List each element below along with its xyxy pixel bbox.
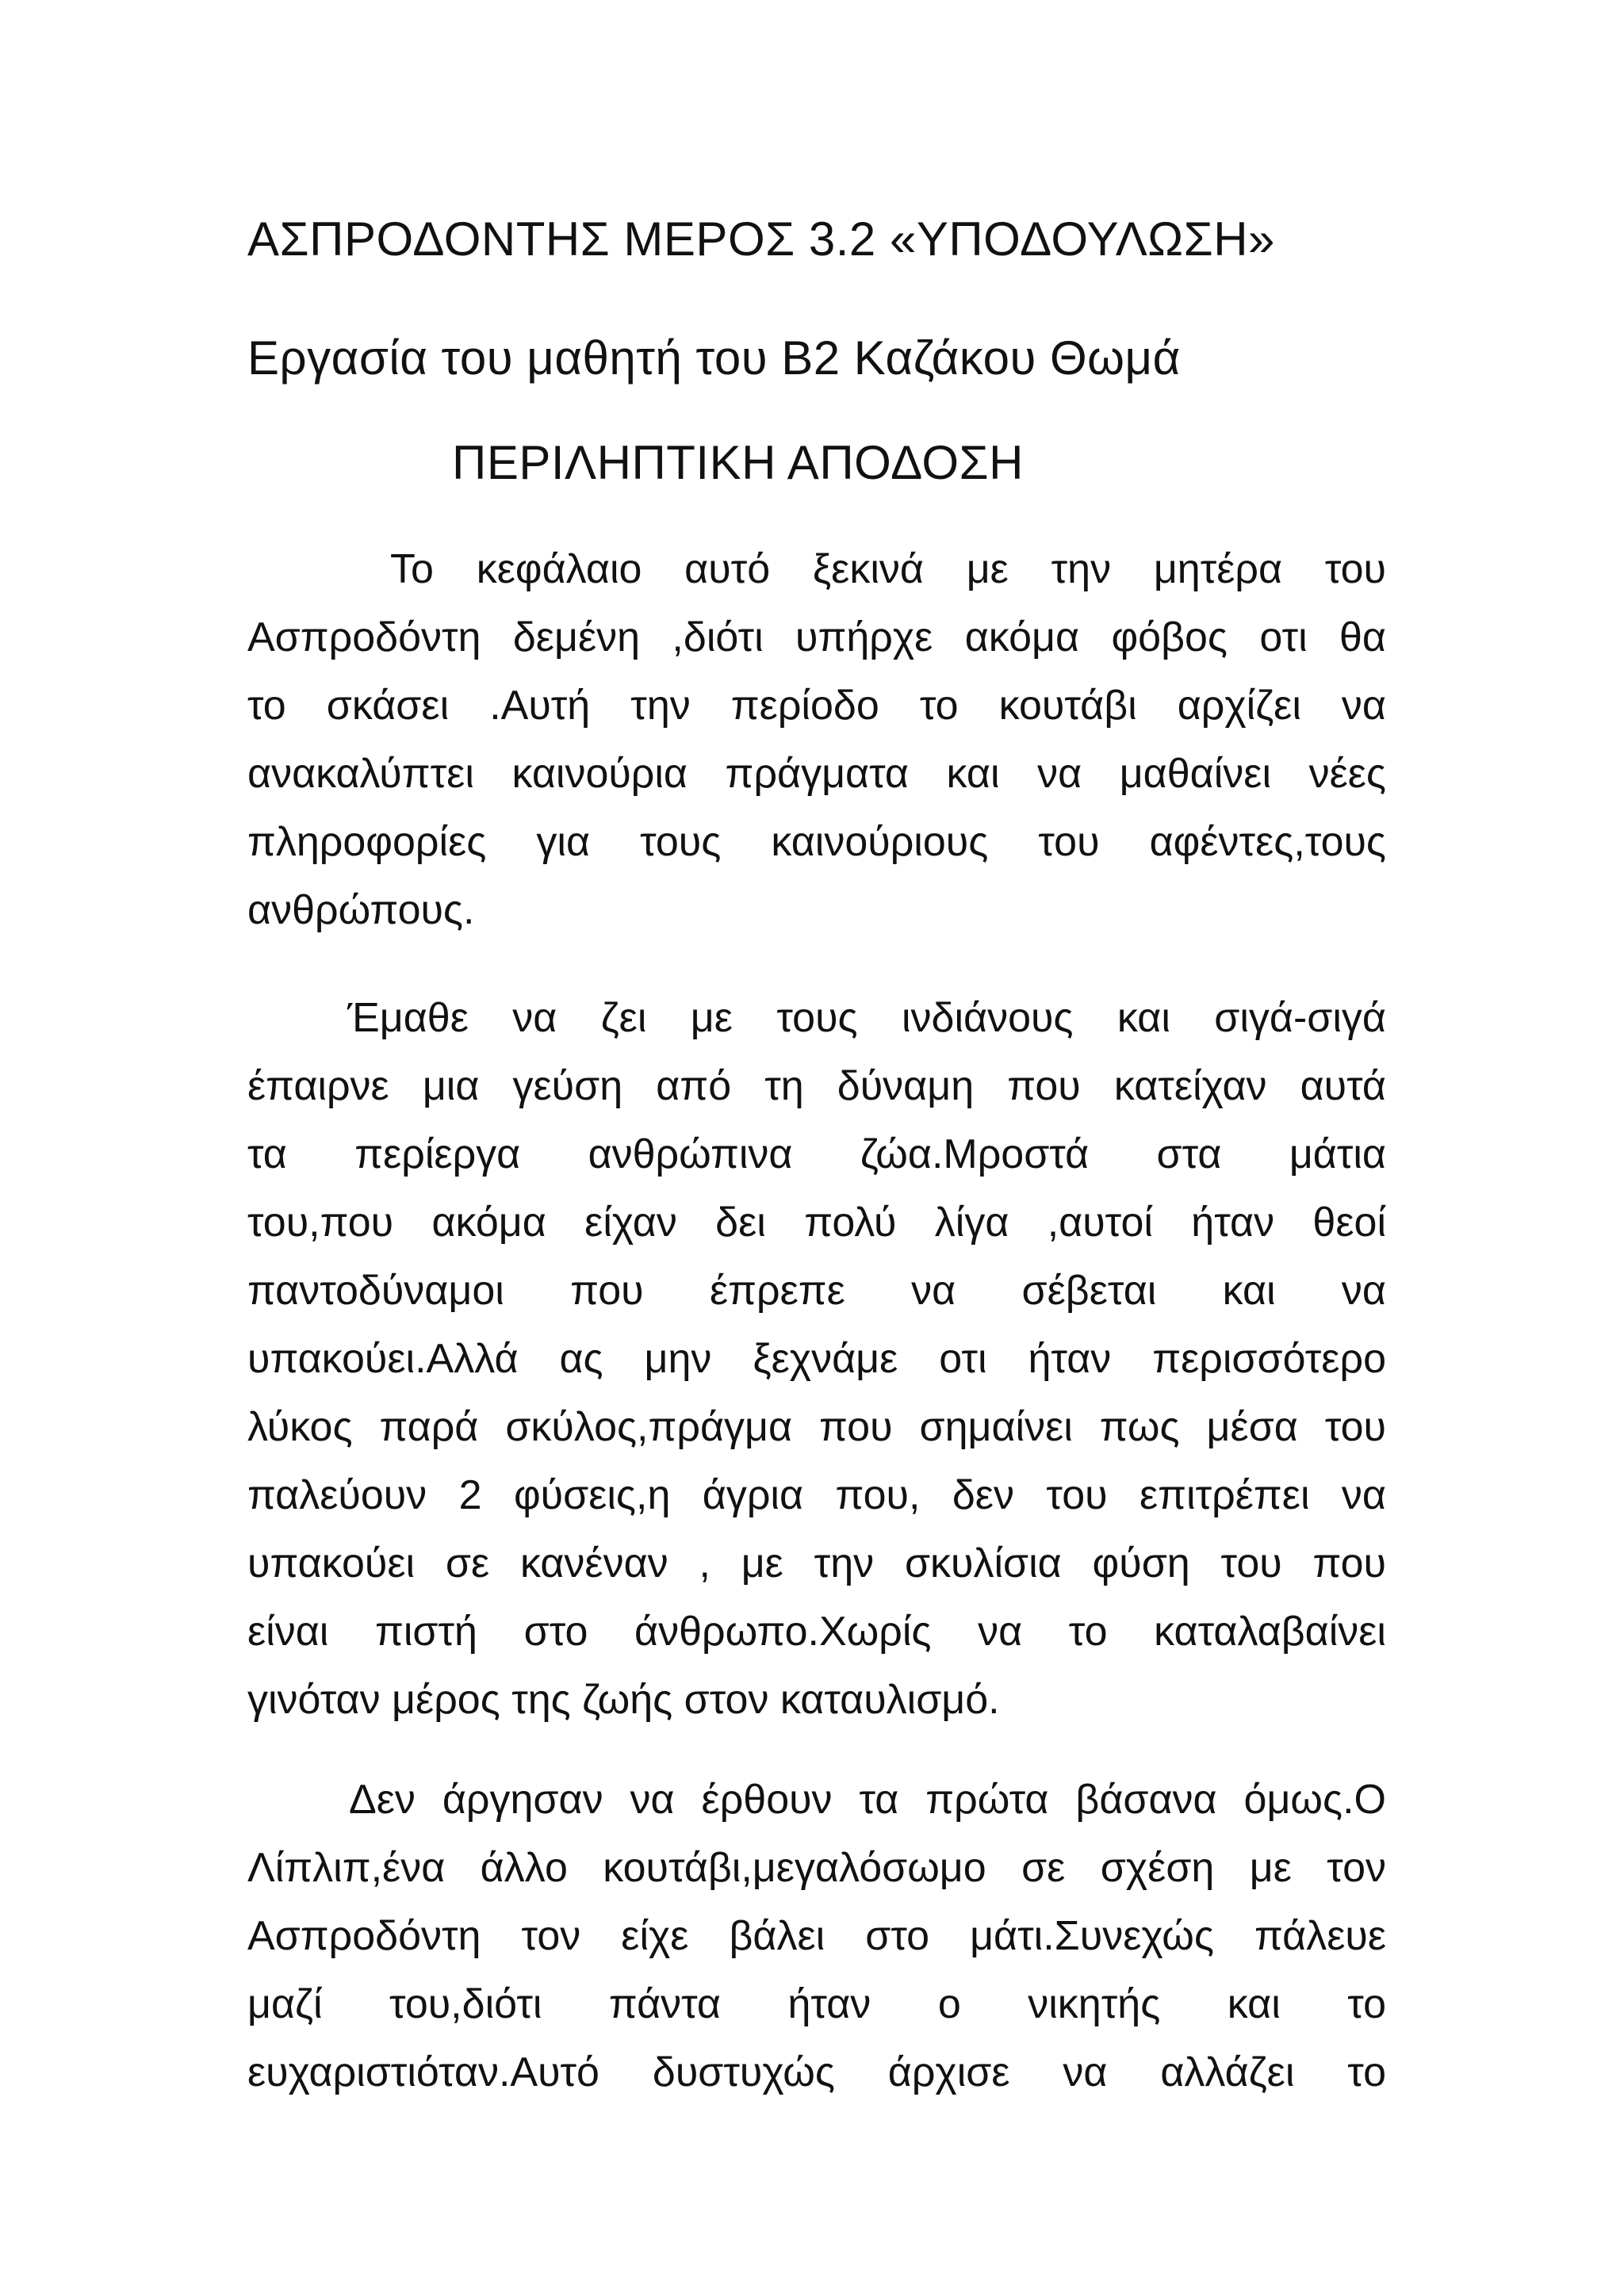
document-subtitle: Εργασία του μαθητή του Β2 Καζάκου Θωμά	[247, 331, 1181, 385]
paragraph-line: είναι πιστή στο άνθρωπο.Χωρίς να το καταλαβαίνει	[247, 1609, 1386, 1655]
paragraph-line: Δεν άργησαν να έρθουν τα πρώτα βάσανα όμως.Ο	[349, 1777, 1386, 1823]
paragraph-line: ανακαλύπτει καινούρια πράγματα και να μαθαίνει νέες	[247, 751, 1386, 797]
paragraph-2	[247, 984, 1386, 1734]
paragraph-line: ανθρώπους.	[247, 887, 475, 933]
paragraph-line: παντοδύναμοι που έπρεπε να σέβεται και να	[247, 1268, 1386, 1314]
paragraph-line: λύκος παρά σκύλος,πράγμα που σημαίνει πως μέσα του	[247, 1404, 1386, 1450]
paragraph-line: Λίπλιπ,ένα άλλο κουτάβι,μεγαλόσωμο σε σχέση με τον	[247, 1845, 1386, 1891]
paragraph-3	[247, 1766, 1386, 2107]
document-title: ΑΣΠΡΟΔΟΝΤΗΣ ΜΕΡΟΣ 3.2 «ΥΠΟΔΟΥΛΩΣΗ»	[247, 212, 1275, 266]
paragraph-line: πληροφορίες για τους καινούριους του αφέντες,τους	[247, 819, 1386, 865]
paragraph-line: το σκάσει .Αυτή την περίοδο το κουτάβι αρχίζει να	[247, 683, 1386, 729]
paragraph-line: Ασπροδόντη δεμένη ,διότι υπήρχε ακόμα φόβος οτι θα	[247, 614, 1386, 660]
paragraph-1	[247, 535, 1386, 944]
paragraph-line: τα περίεργα ανθρώπινα ζώα.Μροστά στα μάτια	[247, 1131, 1386, 1177]
paragraph-line: γινόταν μέρος της ζωής στον καταυλισμό.	[247, 1677, 1000, 1723]
paragraph-line: Το κεφάλαιο αυτό ξεκινά με την μητέρα του	[390, 546, 1386, 592]
paragraph-line: υπακούει σε κανέναν , με την σκυλίσια φύση του που	[247, 1540, 1386, 1586]
paragraph-line: υπακούει.Αλλά ας μην ξεχνάμε οτι ήταν περισσότερο	[247, 1336, 1386, 1382]
paragraph-line: Έμαθε να ζει με τους ινδιάνους και σιγά-σιγά	[347, 995, 1386, 1041]
section-heading: ΠΕΡΙΛΗΠΤΙΚΗ ΑΠΟΔΟΣΗ	[452, 436, 1024, 489]
paragraph-line: Ασπροδόντη τον είχε βάλει στο μάτι.Συνεχώς πάλευε	[247, 1913, 1386, 1959]
paragraph-line: του,που ακόμα είχαν δει πολύ λίγα ,αυτοί ήταν θεοί	[247, 1200, 1386, 1246]
paragraph-line: ευχαριστιόταν.Αυτό δυστυχώς άρχισε να αλλάζει το	[247, 2049, 1386, 2095]
paragraph-line: έπαιρνε μια γεύση από τη δύναμη που κατείχαν αυτά	[247, 1063, 1386, 1109]
paragraph-line: μαζί του,διότι πάντα ήταν ο νικητής και το	[247, 1981, 1386, 2027]
paragraph-line: παλεύουν 2 φύσεις,η άγρια που, δεν του επιτρέπει να	[247, 1472, 1386, 1518]
